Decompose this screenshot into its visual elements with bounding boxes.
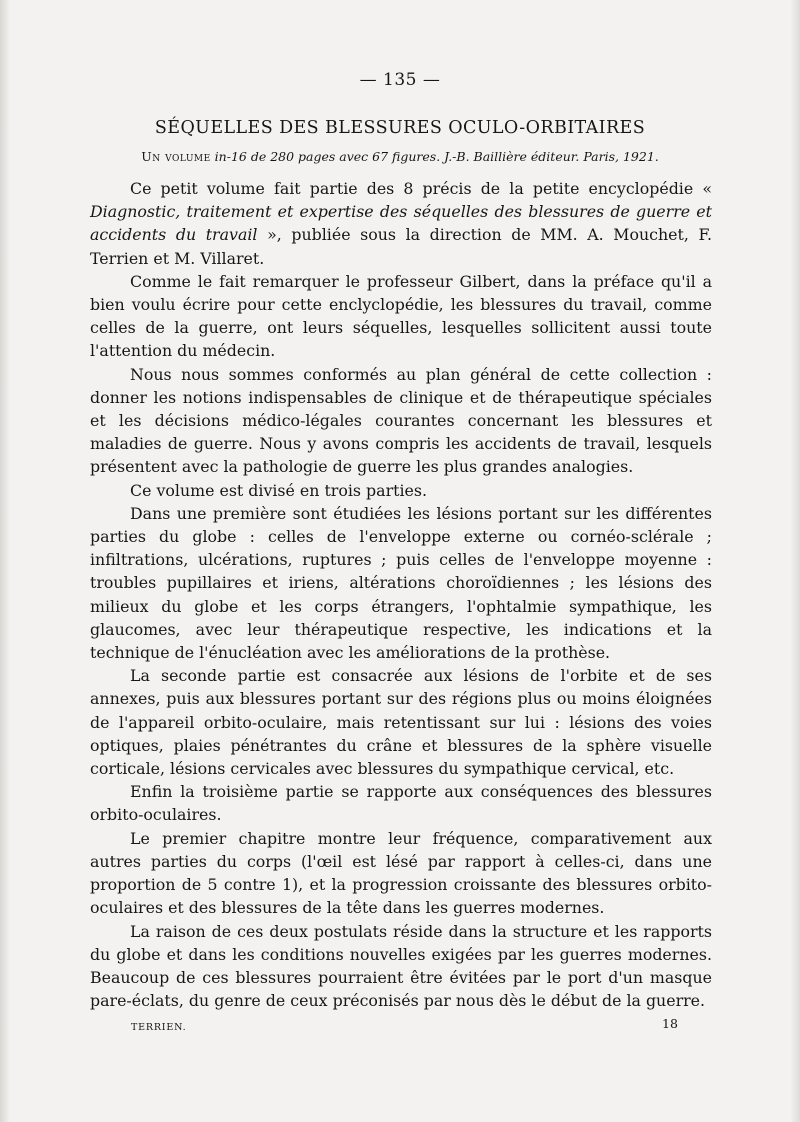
- paragraph-2: Comme le fait remarquer le professeur Gilbert, dans la préface qu'il a bien voulu écrire pour cette enclyclopédie, les blessures du travail, comme celles de la guerre, ont leurs séquelles, lesquelles sollicitent aussi toute l'attention du médecin.: [90, 271, 712, 361]
- article-body: [90, 177, 712, 1012]
- subtitle-prefix: Un volume: [141, 149, 211, 164]
- scan-edge-left: [0, 0, 10, 1122]
- paragraph-7: Enfin la troisième partie se rapporte aux conséquences des blessures orbito-oculaires.: [90, 782, 712, 825]
- paragraph-1-start: Ce petit volume fait partie des 8 précis de la petite encyclopédie «: [130, 179, 712, 198]
- footer-signature: TERRIEN.: [131, 1022, 187, 1033]
- paragraph-3: Nous nous sommes conformés au plan général de cette collection : donner les notions indispensables de clinique et de thérapeutique spéciales et les décisions médico-légales courantes concernant les blessures et maladies de guerre. Nous y avons compris les accidents de travail, lesquels présentent avec la pathologie de guerre les plus grandes analogies.: [90, 364, 712, 477]
- article-subtitle: [0, 149, 800, 164]
- paragraph-1: [90, 177, 712, 270]
- paragraph-9: La raison de ces deux postulats réside dans la structure et les rapports du globe et dans les conditions nouvelles exigées par les guerres modernes. Beaucoup de ces blessures pourraient être évitées par le port d'un masque pare-éclats, du genre de ceux préconisés par nous dès le début de la guerre.: [90, 921, 712, 1011]
- footer-signature-number: 18: [662, 1016, 678, 1031]
- page-number: — 135 —: [359, 70, 441, 90]
- paragraph-6: La seconde partie est consacrée aux lésions de l'orbite et de ses annexes, puis aux blessures portant sur des régions plus ou moins éloignées de l'appareil orbito-oculaire, mais retentissant sur lui : lésions des voies optiques, plaies pénétrantes du crâne et blessures de la sphère visuelle corticale, lésions cervicales avec blessures du sympathique cervical, etc.: [90, 666, 712, 779]
- article-title: SÉQUELLES DES BLESSURES OCULO-ORBITAIRES: [154, 118, 646, 138]
- scan-edge-right: [790, 0, 800, 1122]
- subtitle-details: in-16 de 280 pages avec 67 figures. J.-B. Baillière éditeur. Paris, 1921.: [210, 149, 659, 164]
- encyclopedia-title: Diagnostic, traitement et expertise des séquelles des blessures de guerre et accidents du travail: [90, 202, 712, 245]
- paragraph-5: Dans une première sont étudiées les lésions portant sur les différentes parties du globe : celles de l'enveloppe externe ou cornéo-sclérale ; infiltrations, ulcérations, ruptures ; puis celles de l'enveloppe moyenne : troubles pupillaires et iriens, altérations choroïdiennes ; les lésions des milieux du globe et les corps étrangers, l'ophtalmie sympathique, les glaucomes, avec leur thérapeutique respective, les indications et la technique de l'énucléation avec les améliorations de la prothèse.: [90, 503, 712, 663]
- paragraph-4: Ce volume est divisé en trois parties.: [130, 480, 428, 500]
- paragraph-1-end: », publiée sous la direction de MM. A. Mouchet, F. Terrien et M. Villaret.: [90, 225, 712, 268]
- paragraph-8: Le premier chapitre montre leur fréquence, comparativement aux autres parties du corps (l'œil est lésé par rapport à celles-ci, dans une proportion de 5 contre 1), et la progression croissante des blessures orbito-oculaires et des blessures de la tête dans les guerres modernes.: [90, 828, 712, 918]
